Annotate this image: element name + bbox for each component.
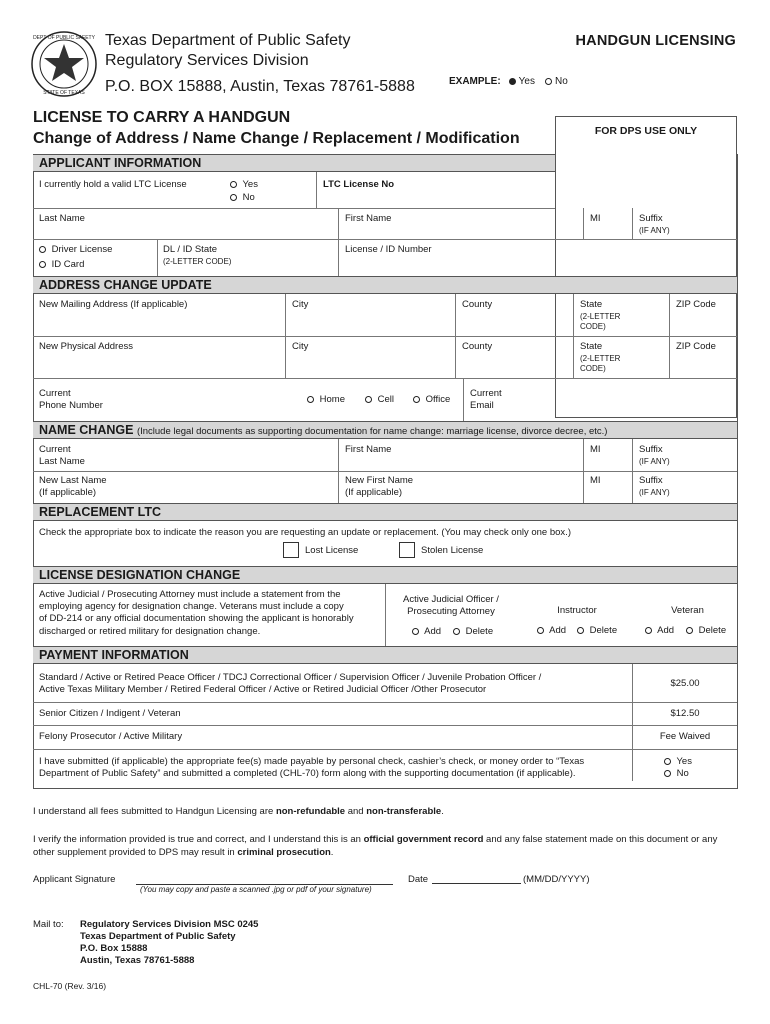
section-name-change: NAME CHANGE (Include legal documents as supporting documentation for name change: marriage license, divorce decree, etc.) — [33, 421, 737, 439]
payment-senior-label: Senior Citizen / Indigent / Veteran — [39, 708, 181, 719]
mailing-address-field[interactable]: New Mailing Address (If applicable) — [39, 299, 188, 310]
dps-seal-icon — [30, 30, 98, 98]
program-title: HANDGUN LICENSING — [575, 33, 736, 49]
physical-state-field[interactable]: State — [580, 341, 603, 352]
mail-to-label: Mail to: — [33, 919, 64, 930]
phone-field[interactable]: Phone Number — [39, 400, 103, 411]
verification-statement: I verify the information provided is true and correct, and I understand this is an official government record and any false statement made on this document or any other supplement provided to DPS may result in criminal prosecution. — [33, 834, 718, 858]
current-last-name-label: Current — [39, 444, 71, 455]
section-applicant-information: APPLICANT INFORMATION — [33, 154, 555, 172]
section-address-change: ADDRESS CHANGE UPDATE — [33, 276, 737, 294]
fee-submitted-no-radio[interactable]: No — [664, 768, 689, 780]
mailing-state-field[interactable]: State — [580, 299, 603, 310]
current-last-name-field[interactable]: Last Name — [39, 456, 85, 467]
last-name-field[interactable]: Last Name — [39, 213, 85, 224]
ltc-number-field[interactable]: LTC License No — [323, 179, 395, 190]
form-title: LICENSE TO CARRY A HANDGUN — [33, 109, 291, 126]
email-field[interactable]: Email — [470, 400, 494, 411]
new-last-name-field[interactable]: New Last Name — [39, 475, 107, 486]
phone-cell-radio[interactable]: Cell — [365, 394, 394, 406]
license-number-field[interactable]: License / ID Number — [345, 244, 432, 255]
svg-text:STATE OF TEXAS: STATE OF TEXAS — [43, 90, 85, 96]
physical-zip-field[interactable]: ZIP Code — [676, 341, 716, 352]
section-payment-information: PAYMENT INFORMATION — [33, 646, 737, 664]
hold-ltc-label: I currently hold a valid LTC License — [39, 179, 187, 190]
date-label: Date — [408, 874, 429, 885]
mailing-county-field[interactable]: County — [462, 299, 493, 310]
judicial-delete-radio[interactable]: Delete — [453, 626, 493, 638]
mailing-address: Regulatory Services Division MSC 0245 — [80, 919, 259, 930]
current-first-name-field[interactable]: First Name — [345, 444, 392, 455]
physical-county-field[interactable]: County — [462, 341, 493, 352]
veteran-add-radio[interactable]: Add — [645, 625, 674, 637]
empty-radio-icon — [545, 78, 552, 85]
veteran-delete-radio[interactable]: Delete — [686, 625, 726, 637]
standard-fee: $25.00 — [670, 678, 700, 689]
id-card-radio[interactable]: ID Card — [39, 259, 84, 271]
designation-text: Active Judicial / Prosecuting Attorney must include a statement from the — [39, 589, 341, 600]
example-legend: EXAMPLE: Yes No — [449, 76, 568, 87]
payment-standard-label: Standard / Active or Retired Peace Officer / TDCJ Correctional Officer / Supervision Officer / Juvenile Probation Officer / — [39, 672, 542, 683]
phone-home-radio[interactable]: Home — [307, 394, 345, 406]
fees-statement: I understand all fees submitted to Handgun Licensing are non-refundable and non-transferable. — [33, 806, 444, 817]
fee-submitted-yes-radio[interactable]: Yes — [664, 756, 692, 768]
dps-use-only-box: FOR DPS USE ONLY — [555, 116, 737, 418]
dl-state-field[interactable]: DL / ID State — [163, 244, 218, 255]
judicial-add-radio[interactable]: Add — [412, 626, 441, 638]
section-designation-change: LICENSE DESIGNATION CHANGE — [33, 566, 737, 584]
suffix-field[interactable]: Suffix — [639, 213, 663, 224]
felony-fee: Fee Waived — [659, 731, 711, 742]
payment-felony-label: Felony Prosecutor / Active Military — [39, 731, 183, 742]
instructor-add-radio[interactable]: Add — [537, 625, 566, 637]
phone-office-radio[interactable]: Office — [413, 394, 450, 406]
veteran-label: Veteran — [671, 605, 704, 616]
phone-label: Current — [39, 388, 71, 399]
mi-field[interactable]: MI — [590, 213, 601, 224]
new-first-name-field[interactable]: New First Name — [345, 475, 414, 486]
mailing-zip-field[interactable]: ZIP Code — [676, 299, 716, 310]
instructor-label: Instructor — [557, 605, 597, 616]
lost-license-checkbox[interactable]: Lost License — [283, 541, 358, 561]
senior-fee: $12.50 — [670, 708, 700, 719]
judicial-label: Active Judicial Officer / — [403, 594, 499, 605]
replacement-instructions: Check the appropriate box to indicate the reason you are requesting an update or replacement. (You may check only one box.) — [39, 527, 571, 538]
instructor-delete-radio[interactable]: Delete — [577, 625, 617, 637]
first-name-field[interactable]: First Name — [345, 213, 392, 224]
new-suffix-field[interactable]: Suffix — [639, 475, 663, 486]
physical-address-field[interactable]: New Physical Address — [39, 341, 133, 352]
physical-city-field[interactable]: City — [292, 341, 309, 352]
driver-license-radio[interactable]: Driver License — [39, 244, 112, 256]
mailing-city-field[interactable]: City — [292, 299, 309, 310]
filled-radio-icon — [509, 78, 516, 85]
signature-label: Applicant Signature — [33, 874, 116, 885]
date-line[interactable] — [432, 883, 521, 884]
hold-ltc-no-radio[interactable]: No — [230, 192, 255, 204]
new-mi-field[interactable]: MI — [590, 475, 601, 486]
section-replacement-ltc: REPLACEMENT LTC — [33, 503, 737, 521]
stolen-license-checkbox[interactable]: Stolen License — [399, 541, 483, 561]
current-mi-field[interactable]: MI — [590, 444, 601, 455]
agency-address: Texas Department of Public Safety Regulatory Services Division P.O. BOX 15888, Austin, Texas 78761-5888 — [105, 32, 415, 95]
svg-text:DEPT OF PUBLIC SAFETY: DEPT OF PUBLIC SAFETY — [33, 35, 95, 41]
form-subtitle: Change of Address / Name Change / Replacement / Modification — [33, 130, 520, 147]
email-label: Current — [470, 388, 502, 399]
current-suffix-field[interactable]: Suffix — [639, 444, 663, 455]
fee-submitted-statement: I have submitted (if applicable) the appropriate fee(s) made payable by personal check, cashier’s check, or money order to “Texas — [39, 756, 585, 767]
hold-ltc-yes-radio[interactable]: Yes — [230, 179, 258, 191]
form-id: CHL-70 (Rev. 3/16) — [33, 981, 107, 991]
